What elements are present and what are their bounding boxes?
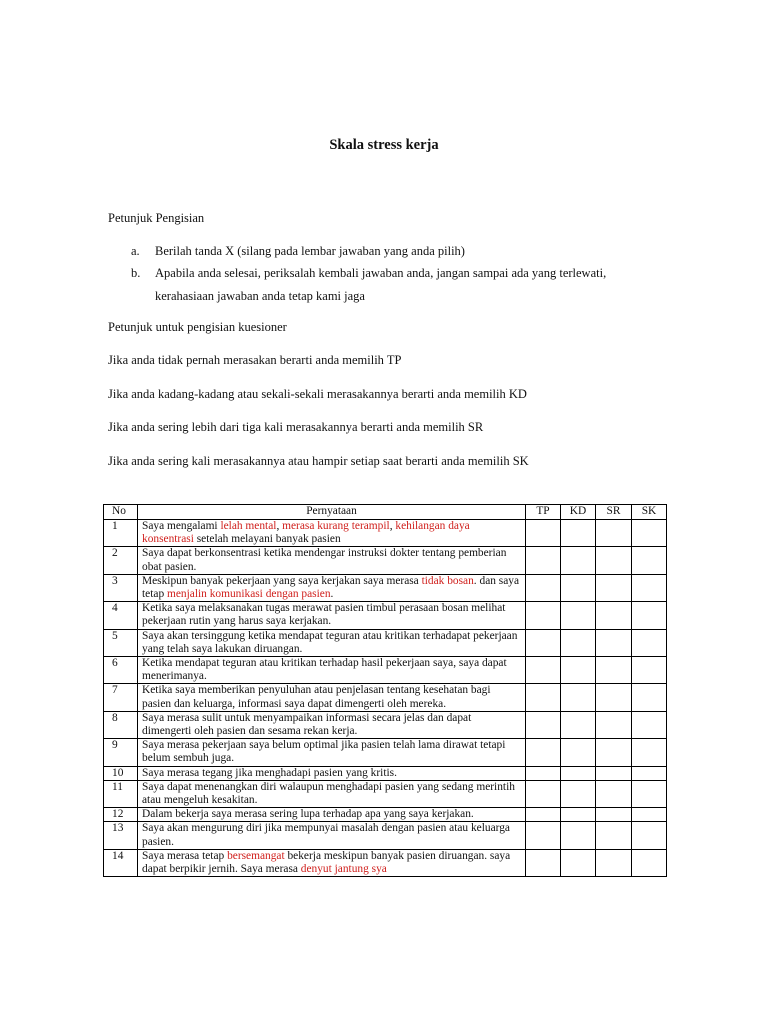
instruction-b-text: Apabila anda selesai, periksalah kembali jawaban anda, jangan sampai ada yang terlewati, (155, 266, 607, 280)
row-statement (138, 780, 526, 807)
row-statement (138, 602, 526, 629)
highlighted-phrase: menjalin komunikasi dengan pasien (166, 588, 331, 601)
table-header-row (104, 505, 667, 520)
kuesioner-heading: Petunjuk untuk pengisian kuesioner (108, 320, 287, 334)
answer-cell-tp[interactable] (526, 822, 561, 849)
statement-text: Saya merasa tetap (142, 849, 228, 862)
rule-tp: Jika anda tidak pernah merasakan berarti anda memilih TP (108, 353, 402, 367)
answer-cell-kd[interactable] (561, 684, 596, 711)
table-row (104, 684, 667, 711)
table-row (104, 574, 667, 601)
table-row (104, 711, 667, 738)
statement-text: Ketika saya melaksanakan tugas merawat pasien timbul perasaan bosan melihat pekerjaan rutin yang harus saya kerjakan. (142, 602, 506, 628)
answer-cell-sk[interactable] (632, 574, 667, 601)
statement-text: Dalam bekerja saya merasa sering lupa terhadap apa yang saya kerjakan. (142, 808, 474, 821)
answer-cell-tp[interactable] (526, 739, 561, 766)
answer-cell-sr[interactable] (596, 739, 632, 766)
answer-cell-tp[interactable] (526, 629, 561, 656)
row-statement (138, 520, 526, 547)
table-row (104, 822, 667, 849)
statement-text: Ketika mendapat teguran atau kritikan terhadap hasil pekerjaan saya, saya dapat menerimanya. (142, 657, 507, 683)
header-statement: Pernyataan (138, 505, 526, 520)
table-row (104, 780, 667, 807)
answer-cell-kd[interactable] (561, 822, 596, 849)
table-row (104, 547, 667, 574)
answer-cell-sr[interactable] (596, 780, 632, 807)
table-row (104, 808, 667, 822)
answer-cell-sk[interactable] (632, 822, 667, 849)
row-number: 7 (104, 684, 138, 711)
table-row (104, 766, 667, 780)
answer-cell-sk[interactable] (632, 808, 667, 822)
answer-cell-sk[interactable] (632, 547, 667, 574)
row-number: 12 (104, 808, 138, 822)
statement-text: bekerja meskipun banyak pasien diruangan. saya dapat berpikir jernih. Saya merasa (142, 849, 511, 876)
statement-text: , (276, 520, 283, 532)
answer-cell-sk[interactable] (632, 520, 667, 547)
row-statement (138, 629, 526, 656)
answer-cell-tp[interactable] (526, 602, 561, 629)
answer-cell-tp[interactable] (526, 547, 561, 574)
answer-cell-kd[interactable] (561, 739, 596, 766)
answer-cell-sr[interactable] (596, 574, 632, 601)
table-row (104, 657, 667, 684)
answer-cell-kd[interactable] (561, 574, 596, 601)
table-row (104, 849, 667, 876)
answer-cell-sk[interactable] (632, 684, 667, 711)
header-no: No (104, 505, 138, 520)
answer-cell-sr[interactable] (596, 520, 632, 547)
row-statement (138, 822, 526, 849)
answer-cell-sk[interactable] (632, 766, 667, 780)
answer-cell-kd[interactable] (561, 602, 596, 629)
answer-cell-sr[interactable] (596, 684, 632, 711)
table-row (104, 520, 667, 547)
answer-cell-sr[interactable] (596, 808, 632, 822)
instruction-a-text: Berilah tanda X (silang pada lembar jawaban yang anda pilih) (155, 244, 465, 258)
petunjuk-heading: Petunjuk Pengisian (108, 211, 205, 225)
answer-cell-tp[interactable] (526, 780, 561, 807)
row-number: 6 (104, 657, 138, 684)
answer-cell-kd[interactable] (561, 780, 596, 807)
answer-cell-kd[interactable] (561, 711, 596, 738)
highlighted-phrase: denyut jantung sya (300, 863, 387, 876)
answer-cell-sk[interactable] (632, 629, 667, 656)
rule-kd: Jika anda kadang-kadang atau sekali-sekali merasakannya berarti anda memilih KD (108, 387, 527, 401)
answer-cell-sk[interactable] (632, 657, 667, 684)
answer-cell-tp[interactable] (526, 808, 561, 822)
statement-text: . (330, 588, 334, 601)
statement-text: Saya merasa sulit untuk menyampaikan informasi secara jelas dan dapat dimengerti oleh pasien dan sesama rekan kerja. (142, 711, 472, 738)
table-row (104, 629, 667, 656)
document-title: Skala stress kerja (329, 137, 439, 153)
answer-cell-sr[interactable] (596, 822, 632, 849)
answer-cell-kd[interactable] (561, 766, 596, 780)
statement-text: Saya dapat berkonsentrasi ketika mendengar instruksi dokter tentang pemberian obat pasien. (142, 547, 507, 573)
row-statement (138, 849, 526, 876)
answer-cell-sr[interactable] (596, 657, 632, 684)
answer-cell-tp[interactable] (526, 574, 561, 601)
header-sr: SR (596, 505, 632, 520)
header-sk: SK (632, 505, 667, 520)
row-number: 9 (104, 739, 138, 766)
answer-cell-sk[interactable] (632, 602, 667, 629)
statement-text: Saya akan tersinggung ketika mendapat teguran atau kritikan terhadapat pekerjaan yang telah saya lakukan diruangan. (142, 629, 518, 655)
answer-cell-sk[interactable] (632, 711, 667, 738)
row-number: 13 (104, 822, 138, 849)
highlighted-phrase: tidak bosan (421, 574, 474, 587)
statement-text: Saya merasa tegang jika menghadapi pasien yang kritis. (142, 766, 397, 779)
highlighted-phrase: bersemangat (227, 849, 285, 862)
statement-text: Saya merasa pekerjaan saya belum optimal jika pasien telah lama dirawat tetapi belum sembuh juga. (142, 739, 506, 765)
answer-cell-sk[interactable] (632, 739, 667, 766)
statement-text: Meskipun banyak pekerjaan yang saya kerjakan saya merasa (142, 574, 422, 587)
table-row (104, 739, 667, 766)
row-statement (138, 547, 526, 574)
statement-text: Saya akan mengurung diri jika mempunyai masalah dengan pasien atau keluarga pasien. (142, 822, 510, 848)
row-number: 5 (104, 629, 138, 656)
statement-text: Ketika saya memberikan penyuluhan atau penjelasan tentang kesehatan bagi pasien dan keluarga, informasi saya dapat dimengerti oleh mereka. (142, 684, 491, 710)
statement-text: Saya dapat menenangkan diri walaupun menghadapi pasien yang sedang merintih atau mengeluh kesakitan. (142, 780, 515, 807)
questionnaire-table (103, 504, 667, 877)
row-statement (138, 657, 526, 684)
row-statement (138, 711, 526, 738)
answer-cell-kd[interactable] (561, 629, 596, 656)
rule-sk: Jika anda sering kali merasakannya atau hampir setiap saat berarti anda memilih SK (108, 454, 529, 468)
answer-cell-sr[interactable] (596, 711, 632, 738)
answer-cell-sk[interactable] (632, 780, 667, 807)
row-statement (138, 808, 526, 822)
answer-cell-sr[interactable] (596, 849, 632, 876)
answer-cell-sr[interactable] (596, 547, 632, 574)
answer-cell-tp[interactable] (526, 766, 561, 780)
answer-cell-sr[interactable] (596, 602, 632, 629)
row-statement (138, 739, 526, 766)
highlighted-phrase: lelah mental (220, 520, 277, 532)
row-statement (138, 574, 526, 601)
answer-cell-sk[interactable] (632, 849, 667, 876)
answer-cell-tp[interactable] (526, 849, 561, 876)
statement-text: Saya mengalami (142, 520, 221, 532)
highlighted-phrase: kehilangan daya konsentrasi (142, 520, 470, 546)
answer-cell-kd[interactable] (561, 547, 596, 574)
row-number: 4 (104, 602, 138, 629)
statement-text: . dan saya tetap (142, 574, 520, 601)
answer-cell-tp[interactable] (526, 657, 561, 684)
instruction-b-letter: b. (131, 266, 141, 280)
answer-cell-tp[interactable] (526, 711, 561, 738)
answer-cell-tp[interactable] (526, 684, 561, 711)
highlighted-phrase: merasa kurang terampil (282, 520, 390, 532)
statement-text: , (389, 520, 396, 532)
instruction-b-continuation: kerahasiaan jawaban anda tetap kami jaga (155, 289, 365, 303)
row-number: 1 (104, 520, 138, 547)
answer-cell-sr[interactable] (596, 766, 632, 780)
row-number: 14 (104, 849, 138, 876)
row-statement (138, 766, 526, 780)
answer-cell-kd[interactable] (561, 808, 596, 822)
header-kd: KD (561, 505, 596, 520)
rule-sr: Jika anda sering lebih dari tiga kali merasakannya berarti anda memilih SR (108, 420, 484, 434)
row-number: 10 (104, 766, 138, 780)
answer-cell-kd[interactable] (561, 657, 596, 684)
table-row (104, 602, 667, 629)
row-number: 11 (104, 780, 138, 807)
instruction-a-letter: a. (131, 244, 140, 258)
row-number: 2 (104, 547, 138, 574)
answer-cell-kd[interactable] (561, 520, 596, 547)
row-statement (138, 684, 526, 711)
answer-cell-tp[interactable] (526, 520, 561, 547)
answer-cell-kd[interactable] (561, 849, 596, 876)
header-tp: TP (526, 505, 561, 520)
answer-cell-sr[interactable] (596, 629, 632, 656)
statement-text: setelah melayani banyak pasien (193, 533, 341, 546)
row-number: 3 (104, 574, 138, 601)
row-number: 8 (104, 711, 138, 738)
